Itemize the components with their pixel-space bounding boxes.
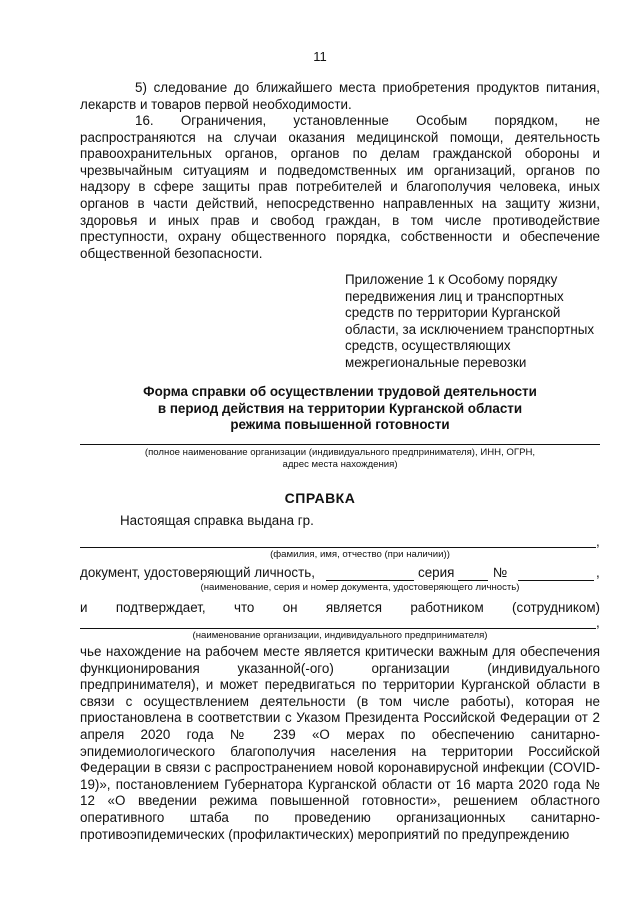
confirm-word: (сотрудником) [512,600,600,615]
confirm-word: он [282,600,298,615]
confirm-line [80,600,600,617]
series-blank [458,580,488,581]
number-blank [518,580,594,581]
fio-blank-line [80,547,596,548]
form-title [80,384,600,434]
appendix-note [345,272,605,372]
organization-blank-line [80,444,600,445]
appendix-line: средств, осуществляющих [345,338,511,354]
confirm-word: подтверждает, [115,600,206,615]
fio-comma: , [596,534,600,549]
confirm-word: работником [410,600,484,615]
appendix-line: межрегиональные перевозки [345,354,527,370]
page-number: 11 [313,49,327,64]
confirm-word: является [325,600,382,615]
certificate-body: чье нахождение на рабочем месте является критически важным для обеспечения функционирования указанной(-ого) организации (индивидуального предпринимателя), и может передвигаться по территории Курганской области в связи с осуществлением деятельности (в том числе работы), которая не приостановлена в соответствии с Указом Президента Российской Федерации от 2 апреля 2020 года № 239 «О мерах по обеспечению санитарно-эпидемиологического благополучия населения на территории Российской Федерации в связи с распространением новой коронавирусной инфекции (COVID-19)», постановлением Губернатора Курганской области от 16 марта 2020 года № 12 «О введении режима повышенной готовности», решением областного оперативного штаба по проведению организационных санитарно-противоэпидемических (профилактических) мероприятий по предупреждению [80,644,600,842]
paragraph-16: 16. Ограничения, установленные Особым порядком, не распространяются на случаи оказания медицинской помощи, деятельность правоохранительных органов, органов по делам гражданской обороны и чрезвычайным ситуациям и подведомственных им организаций, органов по надзору в сфере защиты прав потребителей и благополучия человека, иных органов в части действий, непосредственно направленных на защиту жизни, здоровья и иных прав и свобод граждан, в том числе противодействие преступности, охрану общественного порядка, собственности и обеспечение общественной безопасности. [80,113,600,261]
number-label: № [493,565,508,580]
document-caption: (наименование, серия и номер документа, удостоверяющего личность) [200,582,520,593]
form-title-line: режима повышенной готовности [230,417,450,433]
series-label: серия [418,565,455,580]
document-label: документ, удостоверяющий личность, [80,565,315,580]
appendix-line: средств по территории Курганской [345,305,561,321]
employer-comma: , [596,615,600,630]
appendix-line: области, за исключением транспортных [345,321,595,337]
confirm-word: и [80,600,88,615]
organization-caption-line: (полное наименование организации (индивидуального предпринимателя), ИНН, ОГРН, [144,447,536,458]
form-title-line: Форма справки об осуществлении трудовой деятельности [143,384,537,399]
document-comma: , [596,565,600,580]
confirm-word: что [233,600,255,615]
appendix-line: передвижения лиц и транспортных [345,288,564,304]
employer-blank-line [80,628,596,629]
organization-caption-line: адрес места нахождения) [282,459,398,470]
employer-caption: (наименование организации, индивидуального предпринимателя) [192,630,488,641]
issued-to-text: Настоящая справка выдана гр. [120,513,314,528]
organization-caption [80,447,600,471]
fio-caption: (фамилия, имя, отчество (при наличии)) [270,549,450,560]
certificate-heading: СПРАВКА [284,490,356,506]
form-title-line: в период действия на территории Курганской области [157,400,523,416]
document-name-blank [326,580,414,581]
appendix-line: Приложение 1 к Особому порядку [345,272,558,287]
paragraph-5: 5) следование до ближайшего места приобретения продуктов питания, лекарств и товаров первой необходимости. [80,80,600,112]
